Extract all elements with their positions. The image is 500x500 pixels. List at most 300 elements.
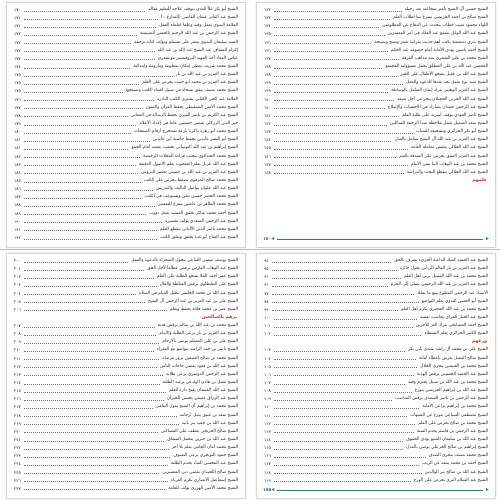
dot-leader	[272, 286, 388, 287]
toc-entry[interactable]	[264, 436, 488, 444]
dot-leader	[24, 449, 169, 450]
toc-entry[interactable]	[14, 444, 238, 452]
dot-leader	[274, 449, 404, 450]
toc-entry[interactable]	[14, 87, 238, 95]
toc-entry-title: الشيخ عبد الله بن عقيل يشجع الأطفال على الخير	[400, 72, 488, 78]
toc-entry[interactable]	[264, 371, 488, 379]
toc-entry-title: الشيخ عبد الله الوابل يشفع عند الملك في أمر المعسرين	[387, 31, 488, 37]
toc-entry-page: ٩٥	[264, 266, 269, 272]
toc-entry[interactable]	[264, 363, 488, 371]
toc-entry-page: ١٣٥	[264, 31, 271, 37]
dot-leader	[24, 327, 155, 328]
toc-entry[interactable]	[264, 87, 488, 95]
toc-entry[interactable]	[14, 355, 238, 363]
toc-entry[interactable]	[14, 420, 238, 428]
toc-entry[interactable]	[264, 290, 488, 298]
toc-entry-page: ١٧١	[14, 15, 21, 21]
dot-leader	[24, 343, 160, 344]
toc-entry[interactable]	[264, 469, 488, 477]
toc-entry-title: المحسن عبد الله بن علي المطلق يحمل مسؤولية المجتمع	[385, 64, 488, 70]
toc-entry[interactable]	[14, 153, 238, 161]
dot-leader	[24, 416, 177, 417]
toc-entry-title: الشيخ عبد الله بن جبرين يتحمل المشاق	[167, 437, 238, 443]
toc-entry-title: الشيخ أحمد بن محمد يبتعد عن الريب	[422, 461, 488, 467]
toc-entry-page: ١٧٢	[14, 47, 21, 53]
dot-leader	[274, 116, 399, 117]
dot-leader	[274, 375, 414, 376]
dot-leader	[24, 222, 162, 223]
toc-entry[interactable]	[264, 39, 488, 47]
toc-entry-title: الشيخ أبو بكر الجزائري وتشجيعه للشباب	[415, 129, 488, 135]
toc-entry[interactable]	[264, 420, 488, 428]
toc-entry-page: ١٠٤	[264, 355, 271, 361]
toc-entry[interactable]	[264, 153, 488, 161]
toc-entry[interactable]	[264, 412, 488, 420]
dot-leader	[24, 351, 154, 352]
toc-entry[interactable]	[14, 39, 238, 47]
dot-leader	[274, 92, 388, 93]
toc-entry[interactable]	[264, 161, 488, 169]
dot-leader	[274, 141, 392, 142]
toc-entry[interactable]	[14, 177, 238, 185]
toc-entry[interactable]	[264, 30, 488, 38]
top-spread	[0, 0, 500, 249]
toc-entry-title: الشيخ إبراهيم بن صالح الخزعلي يوصي بالعدل	[406, 445, 488, 451]
toc-entry[interactable]	[14, 395, 238, 403]
toc-entry[interactable]	[14, 63, 238, 71]
toc-entry[interactable]	[264, 314, 488, 322]
toc-entry[interactable]	[264, 47, 488, 55]
toc-entry-title: الشيخ محمد بن صالح العثيمين يزور مرضاه	[162, 355, 238, 361]
dot-leader	[24, 43, 131, 44]
toc-entry-title: الشيخ عبد القادر عشان القاضي (الشارع...)	[160, 15, 238, 21]
toc-entry[interactable]	[14, 185, 238, 193]
dot-leader	[24, 392, 166, 393]
toc-entry[interactable]	[264, 395, 488, 403]
toc-entry[interactable]	[14, 363, 238, 371]
toc-entry-page: ١٨٧	[14, 194, 21, 200]
toc-entry-page: ١٧٧	[14, 104, 21, 110]
toc-entry[interactable]	[14, 460, 238, 468]
toc-entry[interactable]	[14, 257, 238, 265]
toc-entry[interactable]	[14, 265, 238, 273]
toc-entry[interactable]	[264, 330, 488, 338]
toc-entry-title: الشيخ مقبل بن هادي الوادعي يرشد الطلبة	[162, 380, 238, 386]
toc-entry-title: الشيخ عبد الله بن صالح يبر الوالدين	[424, 469, 488, 475]
dot-leader	[24, 278, 154, 279]
toc-entry[interactable]	[264, 55, 488, 63]
dot-leader	[274, 359, 416, 360]
dot-leader	[274, 149, 408, 150]
toc-entry-page: ١٠٧	[264, 380, 271, 386]
toc-entry-page: ٢١٦	[14, 396, 21, 402]
toc-entry[interactable]	[14, 428, 238, 436]
dot-leader	[274, 424, 415, 425]
toc-entry-title: السيد سليمان الندوي ينشر على مستلم وتؤلف كتابه ترجمة	[134, 39, 238, 45]
toc-entry-page: ٢١٨	[14, 412, 21, 418]
toc-entry-title: الشيخ عمر أحمد الملا يشجع الطلبة على العلم	[156, 274, 238, 280]
page-footer	[263, 486, 489, 494]
toc-entry-page: ١٨١	[14, 137, 21, 143]
toc-entry[interactable]	[14, 281, 238, 289]
dot-leader	[24, 310, 167, 311]
toc-entry[interactable]	[264, 22, 488, 30]
dot-leader	[24, 400, 164, 401]
dot-leader	[24, 27, 156, 28]
toc-entry-page: ٢٠٥	[14, 298, 21, 304]
toc-entry[interactable]	[14, 371, 238, 379]
toc-entry-title: الشيخ عبد الكريم بن ناصر الفيزي يحفظ الرسالة في المعاني	[130, 112, 238, 118]
dot-leader	[274, 157, 396, 158]
dot-leader	[24, 424, 179, 425]
toc-entry[interactable]	[264, 306, 488, 314]
toc-entry[interactable]	[264, 144, 488, 152]
toc-entry[interactable]	[264, 379, 488, 387]
toc-entry-page: ٢٢٢	[14, 445, 21, 451]
toc-entry-title: الشيخ عبد المحسن العباد يخدم الطلبة	[170, 461, 238, 467]
toc-entry[interactable]	[264, 298, 488, 306]
dot-leader	[24, 125, 137, 126]
toc-entry-title: الشيخ ناصر العودي يوقف أسرته على طلبة العلم	[401, 112, 488, 118]
dot-leader	[274, 465, 420, 466]
toc-entry-title: الشيخ أحمد المشايخي يترك العز للآخرين	[415, 323, 488, 329]
dot-leader	[274, 43, 372, 44]
toc-entry[interactable]	[14, 136, 238, 144]
toc-entry[interactable]	[14, 469, 238, 477]
toc-entry[interactable]	[264, 387, 488, 395]
toc-entry[interactable]	[264, 477, 488, 485]
toc-entry-page: ١٧٦	[14, 96, 21, 102]
toc-entry[interactable]	[14, 128, 238, 136]
toc-entry[interactable]	[14, 144, 238, 152]
toc-entry-title: الشيخ محمد نصيف يتحرى الصدق	[428, 453, 488, 459]
toc-entry-page: ١٨٤	[14, 169, 21, 175]
toc-entry-title: الشيخ إسماعيل الأنصاري يكرم الغرباء	[171, 477, 238, 483]
toc-entry-title: الشيخ عبد العزيز بن باز العالم الرباني يحول جائزة	[399, 266, 488, 272]
toc-entry-title: الشيخ مصطفى السباعي يتورع عن الشبهات	[410, 412, 488, 418]
toc-entry-title: الأستاذ عبد الرحمن المطوع يبيع ما يملك	[416, 290, 488, 296]
toc-entry-title: الشيخ عبد الله الغنيمان يفتح داره للعلم	[168, 388, 238, 394]
toc-entry[interactable]	[14, 387, 238, 395]
toc-entry-title: الشيخ أحمد محمد شاكر يحقق المسند بعمل دؤوب	[149, 210, 238, 216]
toc-entry-page: ٢١٤	[14, 380, 21, 386]
toc-entry-page: ١٧٥	[14, 80, 21, 86]
dot-leader	[24, 35, 137, 36]
toc-entry[interactable]	[14, 201, 238, 209]
toc-entry[interactable]	[14, 436, 238, 444]
toc-entry-page: ١٣٩	[264, 80, 271, 86]
toc-entry[interactable]	[264, 104, 488, 112]
dot-leader	[274, 51, 388, 52]
toc-page-top-left	[6, 2, 246, 248]
toc-entry-title: الشيخ عبد العزيز بن عبد الله بن باز	[175, 72, 238, 78]
toc-entry-title: الشيخ ناصر بن حمد الراشد يتواضع مع الفقراء	[156, 347, 238, 353]
footer-rule	[277, 239, 483, 240]
toc-entry-page: ٢١٠	[14, 347, 21, 353]
dot-leader	[274, 19, 390, 20]
toc-entry-title: الشيخ محمد الطاهر بن عاشور يتفرغ للتفسير	[158, 202, 238, 208]
toc-entry[interactable]	[14, 226, 238, 234]
toc-entry[interactable]	[264, 79, 488, 87]
dot-leader	[274, 27, 380, 28]
toc-entry-page: ٢٢١	[14, 437, 21, 443]
dot-leader	[274, 68, 383, 69]
toc-entry[interactable]	[14, 6, 238, 14]
toc-entry-title: الشيخ صالح الخريجي يعطف على المساكين	[160, 428, 238, 434]
toc-entry-title: الشيخ محمد الخضر حسين يتقن ويستوعب في الكتب	[144, 194, 238, 200]
toc-entry-title: الشيخ حسين آل الشيخ تأمير شجاعته بعد رحيله	[404, 7, 488, 13]
toc-entry[interactable]	[264, 257, 488, 265]
toc-entry-page: ١١٣	[264, 428, 271, 434]
toc-entry-title: الشيخ محمد بن علي الشمري ينبذ مذاهب الفرقة	[401, 55, 488, 61]
toc-entry[interactable]	[14, 193, 238, 201]
toc-entry-title: الشيخ عبد الله الجلالي ينقطع للبحث والدراسة	[406, 169, 488, 175]
toc-entry-page: ١٤٨	[264, 169, 271, 175]
dot-leader	[24, 206, 155, 207]
toc-entry-page: ١١٩	[264, 477, 271, 483]
toc-entry-title: الشيخ أبو الحسن الندوي يعلم التواضع	[421, 298, 488, 304]
toc-entry[interactable]	[14, 55, 238, 63]
dot-leader	[274, 165, 408, 166]
toc-entry-page: ٢٢٧	[14, 485, 21, 491]
footer-rule	[277, 490, 483, 491]
toc-entry-page: ١٤١	[264, 112, 271, 118]
toc-entry-title: الشيخ علي الطنطاوي يرفض السلطة والمال	[159, 282, 238, 288]
toc-entry[interactable]	[14, 290, 238, 298]
toc-section-heading: علمهم	[472, 177, 487, 183]
dot-leader	[272, 262, 392, 263]
toc-entry[interactable]	[264, 136, 488, 144]
toc-entry-page: ١١٥	[264, 445, 271, 451]
dot-leader	[24, 59, 155, 60]
toc-entry[interactable]	[14, 412, 238, 420]
toc-entry[interactable]	[264, 96, 488, 104]
toc-entry[interactable]	[14, 210, 238, 218]
toc-entry[interactable]	[14, 71, 238, 79]
toc-entry[interactable]	[14, 346, 238, 354]
toc-entry[interactable]	[264, 128, 488, 136]
toc-entry-title: الشيخ محمد بن عبد الله الحجيري يكرم أهل العلم	[400, 306, 488, 312]
toc-page-top-right	[256, 2, 496, 248]
dot-leader	[24, 408, 153, 409]
toc-entry[interactable]	[14, 79, 238, 87]
toc-page-bottom-right	[256, 253, 496, 499]
toc-entry-title: الشيخ عبد الله غزيل يعلم المعجوب بعلم الأصول الدقيقة	[138, 161, 238, 167]
toc-entry[interactable]	[264, 273, 488, 281]
toc-entry-page: ١٨٢	[14, 153, 21, 159]
toc-entry-page: ١٤٠	[264, 104, 271, 110]
toc-entry-page: ١٧٢	[14, 39, 21, 45]
toc-entry-page: ١٤٥	[264, 145, 271, 151]
toc-entry-page: ٢١٧	[14, 404, 21, 410]
toc-entry[interactable]	[264, 63, 488, 71]
toc-entry[interactable]	[14, 485, 238, 493]
dot-leader	[274, 319, 417, 320]
toc-entry[interactable]	[14, 298, 238, 306]
toc-entry[interactable]	[14, 338, 238, 346]
toc-entry[interactable]	[264, 444, 488, 452]
dot-leader	[24, 481, 168, 482]
dot-leader	[24, 441, 165, 442]
toc-entry-page: ١١٧	[264, 461, 271, 467]
toc-entry[interactable]	[14, 218, 238, 226]
toc-entry-title: الشيخ علي بن عبد العزيز بن عبد الرحمن آل الشيخ	[148, 298, 238, 304]
toc-entry-title: الشيخ عبد الله بن إبراهيم الجريسي يتورع	[414, 388, 488, 394]
arrow-icon: ◂	[271, 486, 275, 493]
toc-entry[interactable]	[14, 477, 238, 485]
toc-entry[interactable]	[264, 169, 488, 177]
toc-entry[interactable]	[264, 355, 488, 363]
toc-entry-page: ١١٤	[264, 437, 271, 443]
dot-leader	[274, 408, 420, 409]
toc-entry-title: الشيخ عبد الله بن حميد يبر بأبيه	[181, 420, 238, 426]
toc-entry-title: الشيخ عبد الرحمن حمدان يشارك في الاحتساب والإصلاح	[387, 104, 488, 110]
toc-entry-page: ١٩٠	[14, 218, 21, 224]
dot-leader	[24, 68, 131, 69]
toc-entry[interactable]	[14, 330, 238, 338]
toc-entry-page: ١١٨	[264, 469, 271, 475]
toc-entry-page: ١٤٧	[264, 161, 271, 167]
toc-entry-title: الشيخ سعد الصميل يعمل ملاحظة مبدأ الرحمة للسائلين	[390, 121, 488, 127]
toc-entry-title: الشيخ محمد بن إبراهيم يراعي الأمانة	[422, 404, 488, 410]
toc-entry-title: الشيخ عبد العزيز بن باز يرعى الطلبة والأيتام	[159, 331, 238, 337]
toc-entry-page: ٢٠٦	[14, 306, 21, 312]
page-number: ١٥٠	[263, 236, 272, 242]
dot-leader	[274, 384, 405, 385]
toc-section-heading: ورعهم	[471, 339, 487, 345]
arrow-icon: ▸	[485, 486, 489, 493]
dot-leader	[274, 35, 385, 36]
toc-entry-title: الشيخ عبد الله بن قعود يقضي حاجات الناس	[159, 363, 238, 369]
toc-entry-page: ٢٠٢	[14, 274, 21, 280]
toc-entry-title: الشيخ محمد الأمين الشنقيطي يحفظ القرآن والمتون	[145, 104, 238, 110]
toc-entry[interactable]	[264, 428, 488, 436]
dot-leader	[274, 100, 394, 101]
toc-entry[interactable]	[14, 161, 238, 169]
toc-entry[interactable]	[14, 22, 238, 30]
toc-entry-title: الشيخ عبد الرزاق عفيفي يحسن للجيران	[166, 396, 238, 402]
dot-leader	[24, 11, 146, 12]
toc-entry-title: الشيخ عبد العزيز الوهيبي يترك إيمان التعامل بالوساطة	[391, 88, 488, 94]
toc-entry[interactable]	[264, 403, 488, 411]
toc-entry-title: الشيخ عبد الله بن محمد الخليفي يطيل القيام في الصلاة	[139, 290, 238, 296]
toc-entry[interactable]	[264, 71, 488, 79]
toc-entry-title: الشيخ عبد العزيز بن عبد الله بن خميس يحضر الدروس	[141, 169, 238, 175]
toc-list	[7, 3, 245, 242]
toc-entry-title: الشيخ صالح اللحيدان يقضي دين المعسرين	[162, 469, 238, 475]
toc-entry-page: ١٣٨	[264, 72, 271, 78]
toc-entry-page: ٢١٣	[14, 371, 21, 377]
toc-entry-page: ١٣٧	[264, 55, 271, 61]
toc-entry-title: الشيخ عبد العزيز بن عبد الله آل الشيخ يتعامل بالعدل	[394, 137, 488, 143]
toc-entry-title: الشيخ علي بن محمد آل راشد يقتدي بأبي بكر	[407, 347, 488, 353]
toc-entry[interactable]	[264, 6, 488, 14]
toc-entry-title: الشيخ عبد الوهاب الفارس يرفض عظاماً لأجل الحق	[147, 266, 238, 272]
toc-entry-page: ١٤٤	[264, 137, 271, 143]
toc-entry[interactable]	[14, 169, 238, 177]
toc-entry-title: الشيخ محمد أمان الجامي يعلم بلا أجر	[171, 445, 238, 451]
toc-entry[interactable]	[14, 30, 238, 38]
dot-leader	[274, 59, 399, 60]
toc-list	[257, 254, 495, 485]
toc-entry[interactable]	[264, 322, 488, 330]
toc-entry[interactable]	[14, 234, 238, 242]
dot-leader	[274, 84, 403, 85]
toc-entry[interactable]	[14, 47, 238, 55]
toc-entry[interactable]	[264, 112, 488, 120]
dot-leader	[272, 270, 397, 271]
dot-leader	[274, 432, 414, 433]
dot-leader	[24, 230, 157, 231]
toc-entry-page: ١٧٠	[14, 7, 21, 13]
toc-entry-page: ١٠٩	[264, 396, 271, 402]
dot-leader	[24, 76, 173, 77]
toc-entry-page: ١٣٢	[264, 7, 271, 13]
dot-leader	[274, 367, 418, 368]
toc-entry-page: ٢٠٤	[14, 290, 21, 296]
toc-entry-page: ١٨٣	[14, 161, 21, 167]
toc-entry[interactable]	[14, 403, 238, 411]
dot-leader	[24, 92, 123, 93]
arrow-icon: ◂	[271, 235, 275, 242]
toc-entry[interactable]	[14, 120, 238, 128]
toc-entry[interactable]	[264, 452, 488, 460]
toc-entry[interactable]	[14, 104, 238, 112]
toc-entry[interactable]	[264, 120, 488, 128]
dot-leader	[24, 100, 154, 101]
toc-entry[interactable]	[14, 112, 238, 120]
dot-leader	[274, 133, 413, 134]
toc-entry[interactable]	[264, 346, 488, 354]
dot-leader	[272, 278, 401, 279]
toc-entry[interactable]	[264, 265, 488, 273]
dot-leader	[24, 149, 129, 150]
toc-entry-page: ١٠٨	[264, 388, 271, 394]
toc-entry[interactable]	[14, 306, 238, 314]
dot-leader	[24, 51, 155, 52]
toc-entry-title: الشيخ محمد نصيف ينفق بسخاء في سبيل اقتناء الكتب وتصفحها	[125, 88, 238, 94]
toc-entry-page: ٢٠٠	[14, 258, 21, 264]
toc-entry-title: الشيخ أبو البسر عابدين يحفظ حاشية ابن عابدين	[152, 137, 238, 143]
toc-entry-page: ١٨٦	[14, 186, 21, 192]
toc-entry[interactable]	[14, 452, 238, 460]
dot-leader	[24, 133, 131, 134]
toc-entry[interactable]	[264, 281, 488, 289]
toc-entry-page: ٢٢٥	[14, 469, 21, 475]
page-number: ١٥٥	[263, 487, 272, 493]
spread-divider	[0, 249, 500, 250]
toc-entry[interactable]	[14, 96, 238, 104]
toc-entry[interactable]	[14, 273, 238, 281]
toc-entry[interactable]	[14, 379, 238, 387]
dot-leader	[24, 165, 136, 166]
toc-entry-page: ١٣٩	[264, 88, 271, 94]
toc-entry[interactable]	[14, 322, 238, 330]
toc-entry-title: العلامة عبد الحي الكتاني يشتري الكتب النادرة	[157, 96, 238, 102]
toc-entry-title: الشيخ محمد الجندلاوي يتجنب قراءة المجلات الرخيصة	[142, 153, 238, 159]
dot-leader	[24, 375, 163, 376]
dot-leader	[24, 108, 143, 109]
toc-entry-page: ٢٢٤	[14, 461, 21, 467]
dot-leader	[24, 473, 160, 474]
toc-entry[interactable]	[264, 460, 488, 468]
toc-entry-page: ١٣٣	[264, 15, 271, 21]
dot-leader	[274, 108, 385, 109]
toc-entry[interactable]	[264, 14, 488, 22]
toc-entry[interactable]	[14, 14, 238, 22]
dot-leader	[24, 262, 128, 263]
toc-entry-page: ١٣٦	[264, 47, 271, 53]
